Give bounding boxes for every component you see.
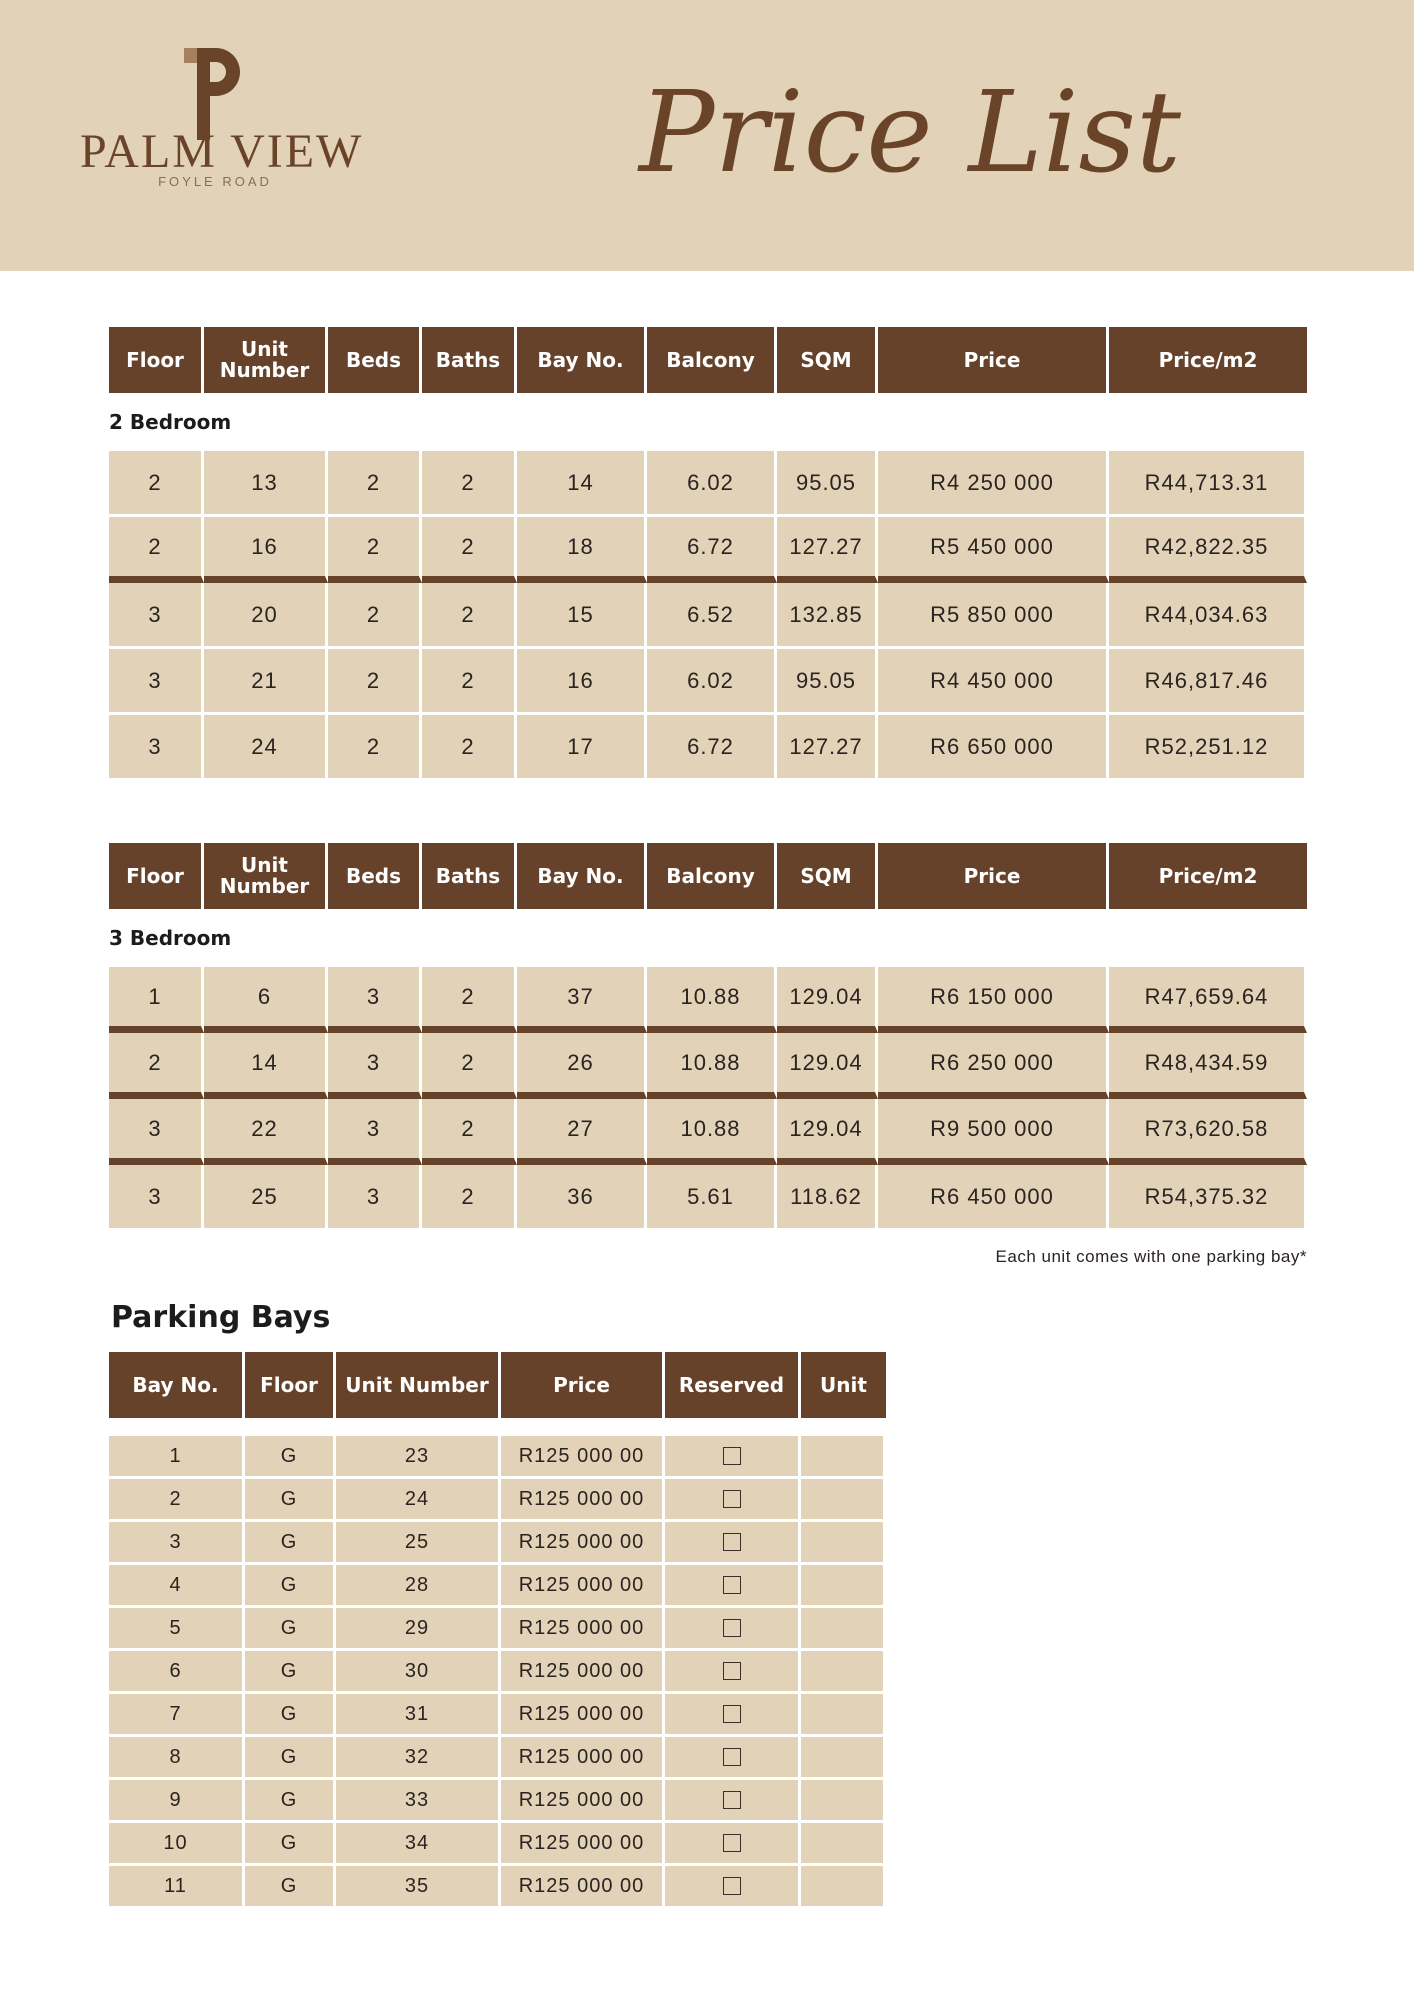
cell-bay-no: 7 bbox=[109, 1694, 245, 1737]
cell-price: R6 150 000 bbox=[878, 967, 1109, 1033]
cell-bay-no: 18 bbox=[517, 517, 647, 583]
parking-row bbox=[109, 1866, 886, 1909]
cell-balcony: 6.72 bbox=[647, 517, 777, 583]
parking-row bbox=[109, 1522, 886, 1565]
cell-floor: 3 bbox=[109, 715, 204, 781]
cell-sqm: 132.85 bbox=[777, 583, 878, 649]
cell-unit-number: 13 bbox=[204, 451, 328, 517]
reserved-checkbox[interactable] bbox=[723, 1490, 741, 1508]
cell-baths: 2 bbox=[422, 1033, 517, 1099]
cell-price: R6 450 000 bbox=[878, 1165, 1109, 1231]
cell-price-m2: R44,034.63 bbox=[1109, 583, 1307, 649]
cell-sqm: 127.27 bbox=[777, 715, 878, 781]
cell-floor: G bbox=[245, 1737, 336, 1780]
column-header-price: Price bbox=[501, 1352, 665, 1418]
reserved-checkbox[interactable] bbox=[723, 1705, 741, 1723]
cell-balcony: 6.52 bbox=[647, 583, 777, 649]
reserved-checkbox[interactable] bbox=[723, 1576, 741, 1594]
cell-unit-number: 24 bbox=[204, 715, 328, 781]
cell-price: R125 000 00 bbox=[501, 1694, 665, 1737]
cell-sqm: 129.04 bbox=[777, 1099, 878, 1165]
parking-row bbox=[109, 1823, 886, 1866]
column-header-price-m2: Price/m2 bbox=[1109, 327, 1307, 393]
cell-reserved bbox=[665, 1780, 801, 1823]
page-title: Price List bbox=[638, 68, 1181, 198]
header-row bbox=[109, 327, 1307, 393]
cell-reserved bbox=[665, 1866, 801, 1909]
parking-note: Each unit comes with one parking bay* bbox=[995, 1247, 1307, 1266]
cell-baths: 2 bbox=[422, 583, 517, 649]
column-header-balcony: Balcony bbox=[647, 843, 777, 909]
two-bedroom-table bbox=[109, 327, 1307, 781]
cell-balcony: 6.02 bbox=[647, 649, 777, 715]
cell-price: R125 000 00 bbox=[501, 1780, 665, 1823]
cell-reserved bbox=[665, 1737, 801, 1780]
cell-bay-no: 10 bbox=[109, 1823, 245, 1866]
cell-baths: 2 bbox=[422, 649, 517, 715]
column-header-beds: Beds bbox=[328, 843, 422, 909]
cell-bay-no: 17 bbox=[517, 715, 647, 781]
cell-sqm: 127.27 bbox=[777, 517, 878, 583]
cell-price: R5 450 000 bbox=[878, 517, 1109, 583]
header-row bbox=[109, 843, 1307, 909]
cell-price-m2: R52,251.12 bbox=[1109, 715, 1307, 781]
cell-beds: 2 bbox=[328, 583, 422, 649]
spacer-cell bbox=[109, 1418, 886, 1436]
cell-floor: G bbox=[245, 1694, 336, 1737]
table-row bbox=[109, 583, 1307, 649]
cell-floor: G bbox=[245, 1522, 336, 1565]
cell-unit-number: 16 bbox=[204, 517, 328, 583]
column-header-floor: Floor bbox=[109, 327, 204, 393]
column-header-unit-number: Unit Number bbox=[204, 843, 328, 909]
cell-floor: G bbox=[245, 1608, 336, 1651]
cell-reserved bbox=[665, 1565, 801, 1608]
cell-baths: 2 bbox=[422, 451, 517, 517]
column-header-bay-no: Bay No. bbox=[517, 327, 647, 393]
table-row bbox=[109, 517, 1307, 583]
column-header-baths: Baths bbox=[422, 327, 517, 393]
cell-floor: 2 bbox=[109, 1033, 204, 1099]
cell-beds: 3 bbox=[328, 1099, 422, 1165]
section-label: 2 Bedroom bbox=[109, 393, 1307, 451]
table-row bbox=[109, 1099, 1307, 1165]
cell-unit bbox=[801, 1651, 886, 1694]
cell-bay-no: 11 bbox=[109, 1866, 245, 1909]
cell-bay-no: 36 bbox=[517, 1165, 647, 1231]
cell-floor: G bbox=[245, 1565, 336, 1608]
cell-sqm: 95.05 bbox=[777, 451, 878, 517]
parking-row bbox=[109, 1694, 886, 1737]
cell-price: R125 000 00 bbox=[501, 1522, 665, 1565]
cell-bay-no: 26 bbox=[517, 1033, 647, 1099]
brand-logo bbox=[80, 44, 364, 204]
cell-price: R4 450 000 bbox=[878, 649, 1109, 715]
cell-unit-number: 23 bbox=[336, 1436, 501, 1479]
parking-row bbox=[109, 1479, 886, 1522]
reserved-checkbox[interactable] bbox=[723, 1834, 741, 1852]
cell-bay-no: 4 bbox=[109, 1565, 245, 1608]
cell-unit-number: 25 bbox=[336, 1522, 501, 1565]
table-row bbox=[109, 715, 1307, 781]
cell-price: R125 000 00 bbox=[501, 1651, 665, 1694]
parking-table bbox=[109, 1352, 886, 1909]
cell-unit-number: 35 bbox=[336, 1866, 501, 1909]
cell-unit bbox=[801, 1866, 886, 1909]
cell-unit bbox=[801, 1694, 886, 1737]
cell-price: R9 500 000 bbox=[878, 1099, 1109, 1165]
table-row bbox=[109, 649, 1307, 715]
cell-price-m2: R73,620.58 bbox=[1109, 1099, 1307, 1165]
cell-bay-no: 6 bbox=[109, 1651, 245, 1694]
cell-price: R6 250 000 bbox=[878, 1033, 1109, 1099]
cell-price: R125 000 00 bbox=[501, 1436, 665, 1479]
cell-price-m2: R44,713.31 bbox=[1109, 451, 1307, 517]
cell-unit-number: 21 bbox=[204, 649, 328, 715]
cell-floor: 3 bbox=[109, 1099, 204, 1165]
cell-unit bbox=[801, 1737, 886, 1780]
cell-bay-no: 15 bbox=[517, 583, 647, 649]
cell-price-m2: R54,375.32 bbox=[1109, 1165, 1307, 1231]
column-header-sqm: SQM bbox=[777, 327, 878, 393]
cell-baths: 2 bbox=[422, 967, 517, 1033]
cell-price-m2: R47,659.64 bbox=[1109, 967, 1307, 1033]
cell-floor: 3 bbox=[109, 1165, 204, 1231]
cell-price: R125 000 00 bbox=[501, 1866, 665, 1909]
parking-title: Parking Bays bbox=[111, 1300, 331, 1335]
table-row bbox=[109, 451, 1307, 517]
cell-reserved bbox=[665, 1522, 801, 1565]
cell-unit-number: 6 bbox=[204, 967, 328, 1033]
reserved-checkbox[interactable] bbox=[723, 1877, 741, 1895]
cell-floor: G bbox=[245, 1651, 336, 1694]
cell-balcony: 10.88 bbox=[647, 1099, 777, 1165]
cell-floor: G bbox=[245, 1780, 336, 1823]
column-header-balcony: Balcony bbox=[647, 327, 777, 393]
column-header-unit-number: Unit Number bbox=[336, 1352, 501, 1418]
column-header-floor: Floor bbox=[109, 843, 204, 909]
parking-row bbox=[109, 1608, 886, 1651]
cell-beds: 2 bbox=[328, 715, 422, 781]
cell-floor: 2 bbox=[109, 517, 204, 583]
column-header-bay-no: Bay No. bbox=[517, 843, 647, 909]
cell-reserved bbox=[665, 1651, 801, 1694]
reserved-checkbox[interactable] bbox=[723, 1791, 741, 1809]
cell-balcony: 10.88 bbox=[647, 1033, 777, 1099]
cell-reserved bbox=[665, 1608, 801, 1651]
column-header-price: Price bbox=[878, 327, 1109, 393]
cell-reserved bbox=[665, 1436, 801, 1479]
cell-bay-no: 8 bbox=[109, 1737, 245, 1780]
cell-unit-number: 24 bbox=[336, 1479, 501, 1522]
column-header-price-m2: Price/m2 bbox=[1109, 843, 1307, 909]
cell-price: R125 000 00 bbox=[501, 1479, 665, 1522]
column-header-beds: Beds bbox=[328, 327, 422, 393]
cell-beds: 3 bbox=[328, 967, 422, 1033]
cell-balcony: 6.02 bbox=[647, 451, 777, 517]
table-row bbox=[109, 1033, 1307, 1099]
cell-floor: 2 bbox=[109, 451, 204, 517]
parking-row bbox=[109, 1651, 886, 1694]
cell-bay-no: 27 bbox=[517, 1099, 647, 1165]
cell-price: R125 000 00 bbox=[501, 1737, 665, 1780]
cell-balcony: 6.72 bbox=[647, 715, 777, 781]
cell-balcony: 5.61 bbox=[647, 1165, 777, 1231]
table-row bbox=[109, 1165, 1307, 1231]
cell-floor: 3 bbox=[109, 583, 204, 649]
spacer-row bbox=[109, 1418, 886, 1436]
parking-row bbox=[109, 1436, 886, 1479]
cell-price-m2: R46,817.46 bbox=[1109, 649, 1307, 715]
cell-price-m2: R42,822.35 bbox=[1109, 517, 1307, 583]
cell-unit-number: 25 bbox=[204, 1165, 328, 1231]
cell-sqm: 129.04 bbox=[777, 967, 878, 1033]
cell-beds: 3 bbox=[328, 1165, 422, 1231]
cell-bay-no: 14 bbox=[517, 451, 647, 517]
cell-unit-number: 33 bbox=[336, 1780, 501, 1823]
cell-unit bbox=[801, 1522, 886, 1565]
cell-unit bbox=[801, 1823, 886, 1866]
header-banner bbox=[0, 0, 1414, 271]
cell-floor: G bbox=[245, 1823, 336, 1866]
cell-bay-no: 37 bbox=[517, 967, 647, 1033]
cell-beds: 3 bbox=[328, 1033, 422, 1099]
cell-unit-number: 20 bbox=[204, 583, 328, 649]
cell-beds: 2 bbox=[328, 649, 422, 715]
cell-floor: 3 bbox=[109, 649, 204, 715]
cell-unit-number: 22 bbox=[204, 1099, 328, 1165]
three-bedroom-table bbox=[109, 843, 1307, 1231]
column-header-floor: Floor bbox=[245, 1352, 336, 1418]
cell-unit-number: 32 bbox=[336, 1737, 501, 1780]
cell-sqm: 118.62 bbox=[777, 1165, 878, 1231]
cell-unit bbox=[801, 1436, 886, 1479]
parking-row bbox=[109, 1737, 886, 1780]
cell-unit bbox=[801, 1565, 886, 1608]
column-header-unit: Unit bbox=[801, 1352, 886, 1418]
section-row bbox=[109, 393, 1307, 451]
cell-baths: 2 bbox=[422, 715, 517, 781]
cell-baths: 2 bbox=[422, 1099, 517, 1165]
reserved-checkbox[interactable] bbox=[723, 1447, 741, 1465]
cell-unit-number: 34 bbox=[336, 1823, 501, 1866]
section-row bbox=[109, 909, 1307, 967]
cell-price-m2: R48,434.59 bbox=[1109, 1033, 1307, 1099]
cell-floor: G bbox=[245, 1479, 336, 1522]
cell-unit bbox=[801, 1479, 886, 1522]
reserved-checkbox[interactable] bbox=[723, 1662, 741, 1680]
cell-bay-no: 1 bbox=[109, 1436, 245, 1479]
cell-balcony: 10.88 bbox=[647, 967, 777, 1033]
cell-bay-no: 16 bbox=[517, 649, 647, 715]
cell-bay-no: 9 bbox=[109, 1780, 245, 1823]
column-header-baths: Baths bbox=[422, 843, 517, 909]
cell-unit-number: 30 bbox=[336, 1651, 501, 1694]
cell-baths: 2 bbox=[422, 1165, 517, 1231]
cell-unit-number: 14 bbox=[204, 1033, 328, 1099]
cell-reserved bbox=[665, 1694, 801, 1737]
cell-unit bbox=[801, 1608, 886, 1651]
cell-floor: G bbox=[245, 1436, 336, 1479]
reserved-checkbox[interactable] bbox=[723, 1748, 741, 1766]
brand-name: PALM VIEW bbox=[80, 125, 364, 178]
cell-bay-no: 2 bbox=[109, 1479, 245, 1522]
column-header-unit-number: Unit Number bbox=[204, 327, 328, 393]
cell-sqm: 129.04 bbox=[777, 1033, 878, 1099]
column-header-bay-no: Bay No. bbox=[109, 1352, 245, 1418]
cell-price: R6 650 000 bbox=[878, 715, 1109, 781]
cell-floor: G bbox=[245, 1866, 336, 1909]
cell-price: R5 850 000 bbox=[878, 583, 1109, 649]
column-header-reserved: Reserved bbox=[665, 1352, 801, 1418]
cell-unit-number: 28 bbox=[336, 1565, 501, 1608]
cell-reserved bbox=[665, 1479, 801, 1522]
cell-price: R125 000 00 bbox=[501, 1565, 665, 1608]
brand-subtitle: FOYLE ROAD bbox=[158, 174, 272, 189]
cell-reserved bbox=[665, 1823, 801, 1866]
cell-price: R4 250 000 bbox=[878, 451, 1109, 517]
header-row bbox=[109, 1352, 886, 1418]
cell-bay-no: 3 bbox=[109, 1522, 245, 1565]
parking-row bbox=[109, 1780, 886, 1823]
cell-baths: 2 bbox=[422, 517, 517, 583]
section-label: 3 Bedroom bbox=[109, 909, 1307, 967]
cell-unit-number: 31 bbox=[336, 1694, 501, 1737]
cell-sqm: 95.05 bbox=[777, 649, 878, 715]
cell-unit bbox=[801, 1780, 886, 1823]
cell-floor: 1 bbox=[109, 967, 204, 1033]
table-row bbox=[109, 967, 1307, 1033]
reserved-checkbox[interactable] bbox=[723, 1533, 741, 1551]
cell-price: R125 000 00 bbox=[501, 1823, 665, 1866]
parking-row bbox=[109, 1565, 886, 1608]
cell-beds: 2 bbox=[328, 451, 422, 517]
reserved-checkbox[interactable] bbox=[723, 1619, 741, 1637]
column-header-sqm: SQM bbox=[777, 843, 878, 909]
cell-bay-no: 5 bbox=[109, 1608, 245, 1651]
column-header-price: Price bbox=[878, 843, 1109, 909]
cell-unit-number: 29 bbox=[336, 1608, 501, 1651]
cell-beds: 2 bbox=[328, 517, 422, 583]
cell-price: R125 000 00 bbox=[501, 1608, 665, 1651]
